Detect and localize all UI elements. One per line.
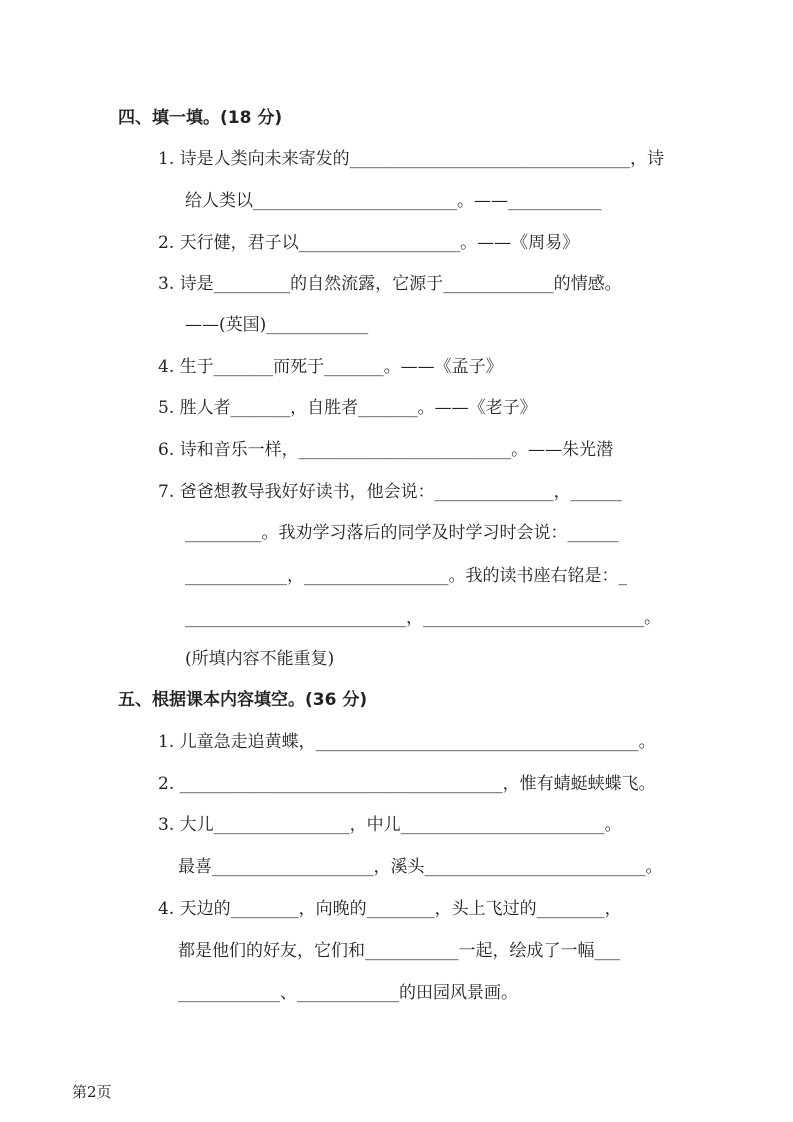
s4-q6: 6. 诗和音乐一样，_________________________。——朱光潜 [158, 440, 614, 460]
s4-q4: 4. 生于_______而死于_______。——《孟子》 [158, 357, 503, 377]
s4-q7-line3: ____________，_________________。我的读书座右铭是：_ [185, 566, 627, 586]
s5-q2: 2. ______________________________________，惟有蜻蜓蛱蝶飞。 [158, 774, 656, 794]
s5-q1: 1. 儿童急走追黄蝶，______________________________________。 [158, 732, 656, 752]
s4-q7-line2: _________。我劝学习落后的同学及时学习时会说：______ [185, 523, 619, 543]
s4-q5: 5. 胜人者_______，自胜者_______。——《老子》 [158, 398, 537, 418]
s4-q1-line2: 给人类以________________________。——___________ [185, 191, 602, 211]
s5-q4-line1: 4. 天边的________，向晚的________，头上飞过的________， [158, 899, 622, 919]
s4-note: (所填内容不能重复) [185, 649, 335, 669]
s5-q3-line2: 最喜___________________，溪头__________________________。 [178, 857, 663, 877]
s5-q4-line3: ____________、____________的田园风景画。 [178, 983, 518, 1003]
section5-title: 五、根据课本内容填空。(36 分) [118, 690, 368, 710]
s4-q3-line1: 3. 诗是_________的自然流露，它源于_____________的情感。 [158, 274, 622, 294]
s4-q1-line1: 1. 诗是人类向未来寄发的_________________________________，诗 [158, 149, 665, 169]
s4-q7-line4: __________________________，__________________________。 [185, 608, 661, 628]
s4-q7-line1: 7. 爸爸想教导我好好读书，他会说：______________，______ [158, 482, 622, 502]
s4-q3-line2: ——(英国)____________ [185, 315, 369, 335]
s5-q3-line1: 3. 大儿________________，中儿________________________。 [158, 815, 622, 835]
s5-q4-line2: 都是他们的好友，它们和___________一起，绘成了一幅___ [178, 941, 620, 961]
section4-title: 四、填一填。(18 分) [118, 108, 283, 128]
s4-q2: 2. 天行健，君子以___________________。——《周易》 [158, 233, 580, 253]
page-number: 第2页 [72, 1083, 112, 1101]
